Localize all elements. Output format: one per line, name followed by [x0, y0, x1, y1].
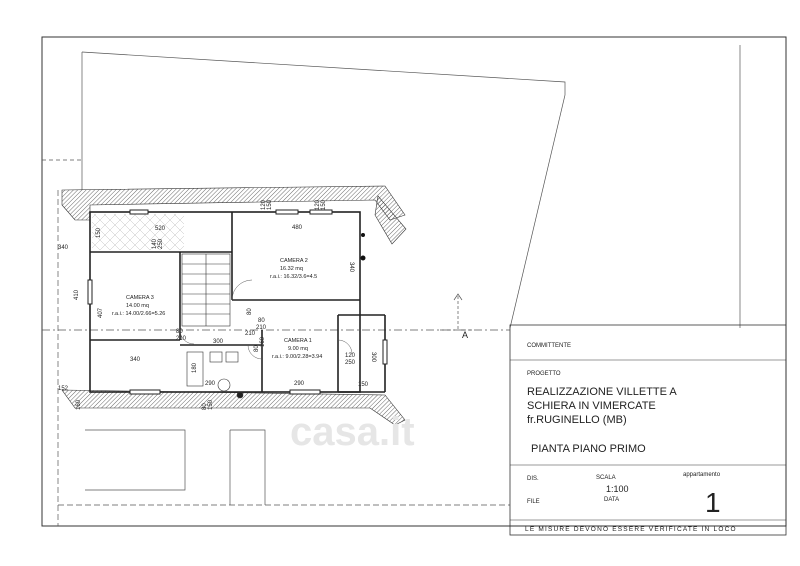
sheet-title: PIANTA PIANO PRIMO	[531, 443, 646, 455]
dim-80: 80	[247, 308, 253, 315]
dim-140: 140	[152, 238, 158, 249]
committente-label: COMMITTENTE	[527, 343, 571, 349]
room-name: CAMERA 3	[126, 295, 154, 301]
dim-480: 480	[292, 225, 303, 231]
data-label: DATA	[604, 497, 620, 503]
section-marker	[440, 294, 475, 340]
dim-520: 520	[155, 226, 166, 232]
room-name: CAMERA 1	[284, 338, 312, 344]
scala-value: 1:100	[606, 484, 629, 494]
dim-120: 120	[261, 199, 267, 210]
dim-80: 80	[202, 403, 208, 410]
dim-250: 250	[345, 360, 356, 366]
room-camera1	[272, 338, 322, 360]
dim-160: 160	[260, 336, 266, 347]
dim-80: 80	[176, 329, 183, 335]
dim-410: 410	[74, 289, 80, 300]
room-name: CAMERA 2	[280, 258, 308, 264]
watermark-text: casa.it	[290, 410, 415, 454]
dim-290: 290	[205, 381, 216, 387]
project-title-line3: fr.RUGINELLO (MB)	[527, 414, 627, 426]
dim-160: 160	[76, 399, 82, 410]
staircase	[182, 254, 230, 326]
dim-120: 120	[345, 353, 356, 359]
dim-150: 150	[321, 199, 327, 210]
tiled-area	[92, 214, 184, 250]
dim-150: 150	[208, 399, 214, 410]
column-dot	[361, 233, 365, 237]
room-area: 9.00 mq	[288, 346, 308, 352]
title-block	[510, 325, 786, 535]
dim-300: 300	[213, 339, 224, 345]
dis-label: DIS.	[527, 476, 539, 482]
dim-250: 250	[158, 238, 164, 249]
dim-210: 210	[176, 336, 187, 342]
room-ratio: r.a.i.: 14.00/2.66=5.26	[112, 311, 166, 317]
progetto-label: PROGETTO	[527, 371, 561, 377]
dim-150: 150	[96, 227, 102, 238]
room-ratio: r.a.i.: 9.00/2.28=3.94	[272, 354, 323, 360]
dim-407: 407	[98, 307, 104, 318]
bathroom-fixtures	[187, 352, 243, 398]
dim-80: 80	[258, 318, 265, 324]
dim-120: 120	[315, 199, 321, 210]
scala-label: SCALA	[596, 475, 616, 481]
dim-340: 340	[58, 245, 69, 251]
footer-note: LE MISURE DEVONO ESSERE VERIFICATE IN LOCO	[525, 526, 737, 533]
file-label: FILE	[527, 499, 540, 505]
dim-340: 340	[130, 357, 141, 363]
project-title-line2: SCHIERA IN VIMERCATE	[527, 400, 656, 412]
room-area: 16.32 mq	[280, 266, 303, 272]
dim-152: 152	[58, 386, 69, 392]
appartamento-number: 1	[705, 487, 721, 518]
room-camera2	[270, 258, 317, 280]
dim-300: 300	[370, 352, 376, 363]
dim-180: 180	[192, 362, 198, 373]
room-area: 14.00 mq	[126, 303, 149, 309]
section-label: A	[462, 330, 469, 340]
dim-150: 150	[267, 199, 273, 210]
dim-290: 290	[294, 381, 305, 387]
appartamento-label: appartamento	[683, 472, 721, 478]
dim-340: 340	[348, 262, 354, 273]
dim-150: 150	[358, 382, 369, 388]
room-ratio: r.a.i.: 16.32/3.6=4.5	[270, 274, 318, 280]
dim-210: 210	[245, 331, 256, 337]
room-camera3	[112, 295, 165, 317]
dim-210: 210	[256, 325, 267, 331]
dim-80: 80	[254, 345, 260, 352]
column-dot	[361, 256, 366, 261]
project-title-line1: REALIZZAZIONE VILLETTE A	[527, 386, 677, 398]
